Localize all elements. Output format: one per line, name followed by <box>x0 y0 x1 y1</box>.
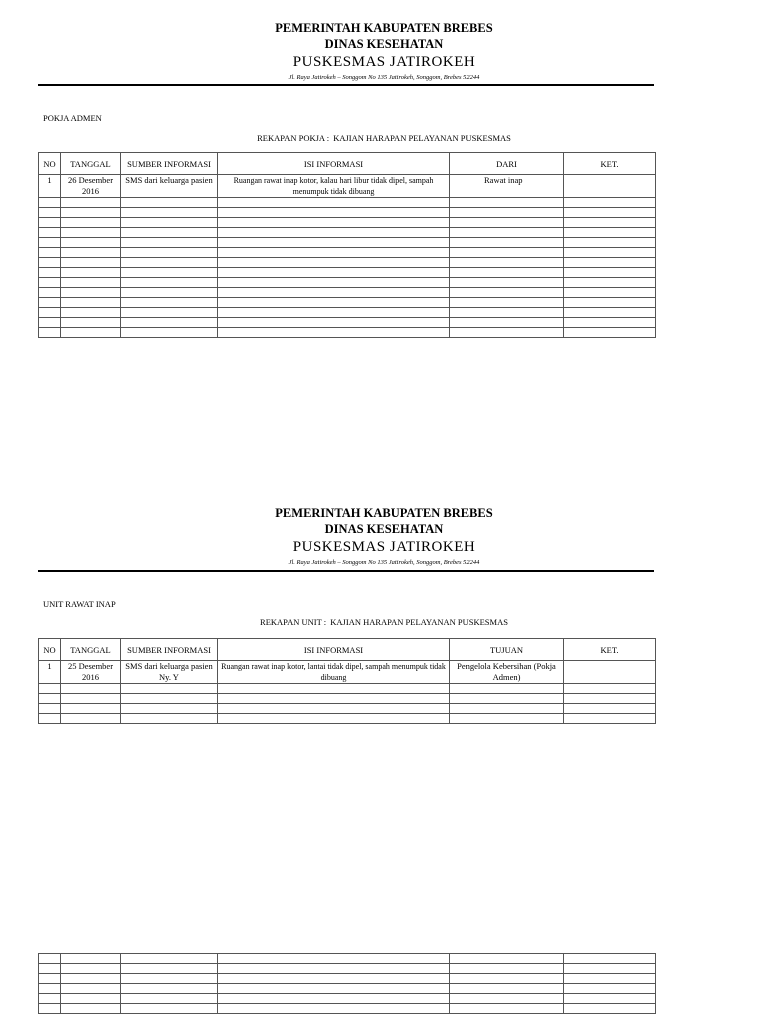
table-row-empty <box>39 974 656 984</box>
col-header-tujuan: TUJUAN <box>450 639 564 661</box>
table-row-empty <box>39 278 656 288</box>
recap-prefix: REKAPAN POKJA : <box>257 133 330 143</box>
unit-label: POKJA ADMEN <box>43 113 102 123</box>
col-header-sumber: SUMBER INFORMASI <box>121 153 218 175</box>
cell-no: 1 <box>39 661 61 684</box>
table-row-empty <box>39 684 656 694</box>
cell-no: 1 <box>39 175 61 198</box>
letterhead-address: Jl. Raya Jatirokeh – Songgom No 135 Jatirokeh, Songgom, Brebes 52244 <box>288 74 480 81</box>
col-header-no: NO <box>39 639 61 661</box>
table-row-empty <box>39 694 656 704</box>
letterhead-agency: DINAS KESEHATAN <box>324 37 444 51</box>
letterhead-divider <box>38 570 654 572</box>
cell-tanggal: 25 Desember 2016 <box>61 661 121 684</box>
letterhead-puskesmas: PUSKESMAS JATIROKEH <box>292 54 476 70</box>
table-row-empty <box>39 1004 656 1014</box>
cell-tanggal: 26 Desember 2016 <box>61 175 121 198</box>
cell-ket <box>564 661 656 684</box>
table-header-row <box>39 639 656 661</box>
table-row-empty <box>39 298 656 308</box>
col-header-ket: KET. <box>564 639 656 661</box>
cell-isi: Ruangan rawat inap kotor, kalau hari libur tidak dipel, sampah menumpuk tidak dibuang <box>218 175 450 198</box>
table-row-empty <box>39 208 656 218</box>
table-row-empty <box>39 218 656 228</box>
letterhead-2 <box>0 505 768 568</box>
unit-label: UNIT RAWAT INAP <box>43 599 116 609</box>
letterhead-agency: DINAS KESEHATAN <box>324 522 444 536</box>
recap-subject: KAJIAN HARAPAN PELAYANAN PUSKESMAS <box>333 133 511 143</box>
table-row-empty <box>39 328 656 338</box>
col-header-isi: ISI INFORMASI <box>218 639 450 661</box>
table-row-empty <box>39 288 656 298</box>
table-row-empty <box>39 704 656 714</box>
blank-table <box>38 953 656 1014</box>
letterhead-address: Jl. Raya Jatirokeh – Songgom No 135 Jatirokeh, Songgom, Brebes 52244 <box>288 559 480 566</box>
table-row-empty <box>39 268 656 278</box>
table-row-empty <box>39 714 656 724</box>
recap-subject: KAJIAN HARAPAN PELAYANAN PUSKESMAS <box>330 617 508 627</box>
table-row-empty <box>39 308 656 318</box>
table-header-row <box>39 153 656 175</box>
cell-ket <box>564 175 656 198</box>
col-header-dari: DARI <box>450 153 564 175</box>
table-row-empty <box>39 248 656 258</box>
table-row-empty <box>39 994 656 1004</box>
table-row-empty <box>39 258 656 268</box>
table-row <box>39 175 656 198</box>
recap-title <box>0 133 768 143</box>
letterhead-government: PEMERINTAH KABUPATEN BREBES <box>275 21 493 35</box>
table-row-empty <box>39 238 656 248</box>
recap-table-rawat-inap <box>38 638 656 724</box>
cell-sumber: SMS dari keluarga pasien <box>121 175 218 198</box>
col-header-tanggal: TANGGAL <box>61 153 121 175</box>
rule-mark: - <box>39 82 41 88</box>
table-row-empty <box>39 318 656 328</box>
recap-title <box>0 617 768 627</box>
table-row-empty <box>39 984 656 994</box>
col-header-isi: ISI INFORMASI <box>218 153 450 175</box>
recap-table-pokja <box>38 152 656 338</box>
letterhead-divider <box>38 84 654 86</box>
col-header-no: NO <box>39 153 61 175</box>
col-header-ket: KET. <box>564 153 656 175</box>
rule-mark: - <box>39 569 41 575</box>
table-row <box>39 661 656 684</box>
letterhead-puskesmas: PUSKESMAS JATIROKEH <box>292 539 476 555</box>
table-row-empty <box>39 228 656 238</box>
col-header-sumber: SUMBER INFORMASI <box>121 639 218 661</box>
cell-isi: Ruangan rawat inap kotor, lantai tidak dipel, sampah menumpuk tidak dibuang <box>218 661 450 684</box>
letterhead-government: PEMERINTAH KABUPATEN BREBES <box>275 506 493 520</box>
cell-dari: Rawat inap <box>450 175 564 198</box>
table-row-empty <box>39 964 656 974</box>
cell-sumber: SMS dari keluarga pasien Ny. Y <box>121 661 218 684</box>
table-row-empty <box>39 198 656 208</box>
cell-tujuan: Pengelola Kebersihan (Pokja Admen) <box>450 661 564 684</box>
col-header-tanggal: TANGGAL <box>61 639 121 661</box>
table-row-empty <box>39 954 656 964</box>
letterhead-1 <box>0 20 768 83</box>
recap-prefix: REKAPAN UNIT : <box>260 617 327 627</box>
